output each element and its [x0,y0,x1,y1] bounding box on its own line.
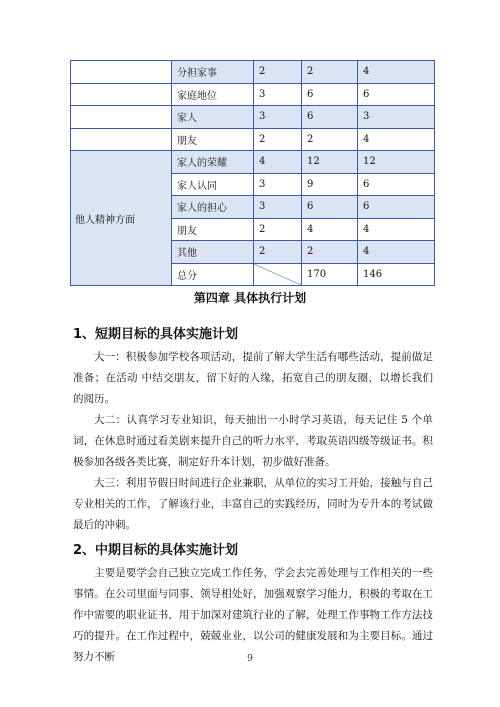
table-cell-value: 2 [302,61,358,84]
table-cell-value: 6 [302,196,358,219]
table-cell-value: 2 [254,61,302,84]
table-cell-item: 家人的荣耀 [172,151,254,174]
total-value: 170 [302,263,358,286]
table-cell-value: 2 [302,241,358,264]
table-row [71,151,435,174]
table-cell-value: 2 [254,218,302,241]
table-cell-empty [71,61,172,84]
table-cell-value: 6 [302,83,358,106]
chapter-title: 第四章 具体执行计划 [193,291,307,305]
table-cell-value: 2 [254,128,302,151]
section-heading: 2、中期目标的具体实施计划 [73,543,239,558]
table-cell-value: 6 [358,173,435,196]
table-cell-item: 其他 [172,241,254,264]
page-number: 9 [247,654,253,664]
category-cell: 他人精神方面 [71,151,172,286]
paragraph: 大二：认真学习专业知识，每天抽出一小时学习英语，每天记住 5 个单词，在休息时通过看美剧来提升自己的听力水平，考取英语四级等级证书。积极参加各级各类比赛，制定好升本计划，初步做好准备。 [73,414,433,468]
table-cell-value: 4 [358,241,435,264]
table-cell-empty [71,83,172,106]
table-cell-value: 3 [254,83,302,106]
table-cell-item: 家庭地位 [172,83,254,106]
table-cell-value: 12 [358,151,435,174]
table-cell-value: 2 [302,128,358,151]
table-cell-value: 2 [254,241,302,264]
paragraph: 大一：积极参加学校各项活动，提前了解大学生活有哪些活动，提前做足准备；在活动 中结交朋友，留下好的人缘，拓宽自己的朋友圈，以增长我们的阅历。 [73,351,433,405]
table-cell-item: 朋友 [172,128,254,151]
total-label: 总分 [172,263,254,286]
table-cell-value: 4 [358,218,435,241]
table-cell-item: 家人的担心 [172,196,254,219]
table-row [71,83,435,106]
table-cell-value: 3 [358,106,435,129]
table-cell-strike [254,263,302,286]
table-cell-empty [71,106,172,129]
section-heading: 1、短期目标的具体实施计划 [73,327,239,342]
table-cell-value: 3 [254,106,302,129]
total-value: 146 [358,263,435,286]
table-cell-value: 4 [302,218,358,241]
table-cell-value: 6 [358,196,435,219]
table-row [71,106,435,129]
table-cell-value: 12 [302,151,358,174]
table-cell-item: 朋友 [172,218,254,241]
table-cell-empty [71,128,172,151]
table-cell-item: 家人认同 [172,173,254,196]
score-table [70,60,435,286]
table-cell-value: 3 [254,196,302,219]
table-cell-value: 4 [358,61,435,84]
table-row [71,128,435,151]
paragraph: 主要是要学会自己独立完成工作任务，学会去完善处理与工作相关的一些事情。在公司里面与同事、领导相处好，加强观察学习能力，积极的考取在工作中需要的职业证书，用于加深对建筑行业的了解，处理工作事物工作方法技巧的提升。在工作过程中，兢兢业业，以公司的健康发展和为主要目标。通过努力不断 [73,567,433,663]
table-cell-value: 4 [254,151,302,174]
table-cell-value: 4 [358,128,435,151]
table-row [71,61,435,84]
table-cell-item: 家人 [172,106,254,129]
table-cell-value: 9 [302,173,358,196]
table-cell-value: 6 [302,106,358,129]
table-cell-value: 3 [254,173,302,196]
table-cell-value: 6 [358,83,435,106]
table-cell-item: 分担家事 [172,61,254,84]
paragraph: 大三：利用节假日时间进行企业兼职，从单位的实习工开始，接触与自己专业相关的工作，了解该行业，丰富自己的实践经历，同时为专升本的考试做最后的冲刺。 [73,477,433,531]
